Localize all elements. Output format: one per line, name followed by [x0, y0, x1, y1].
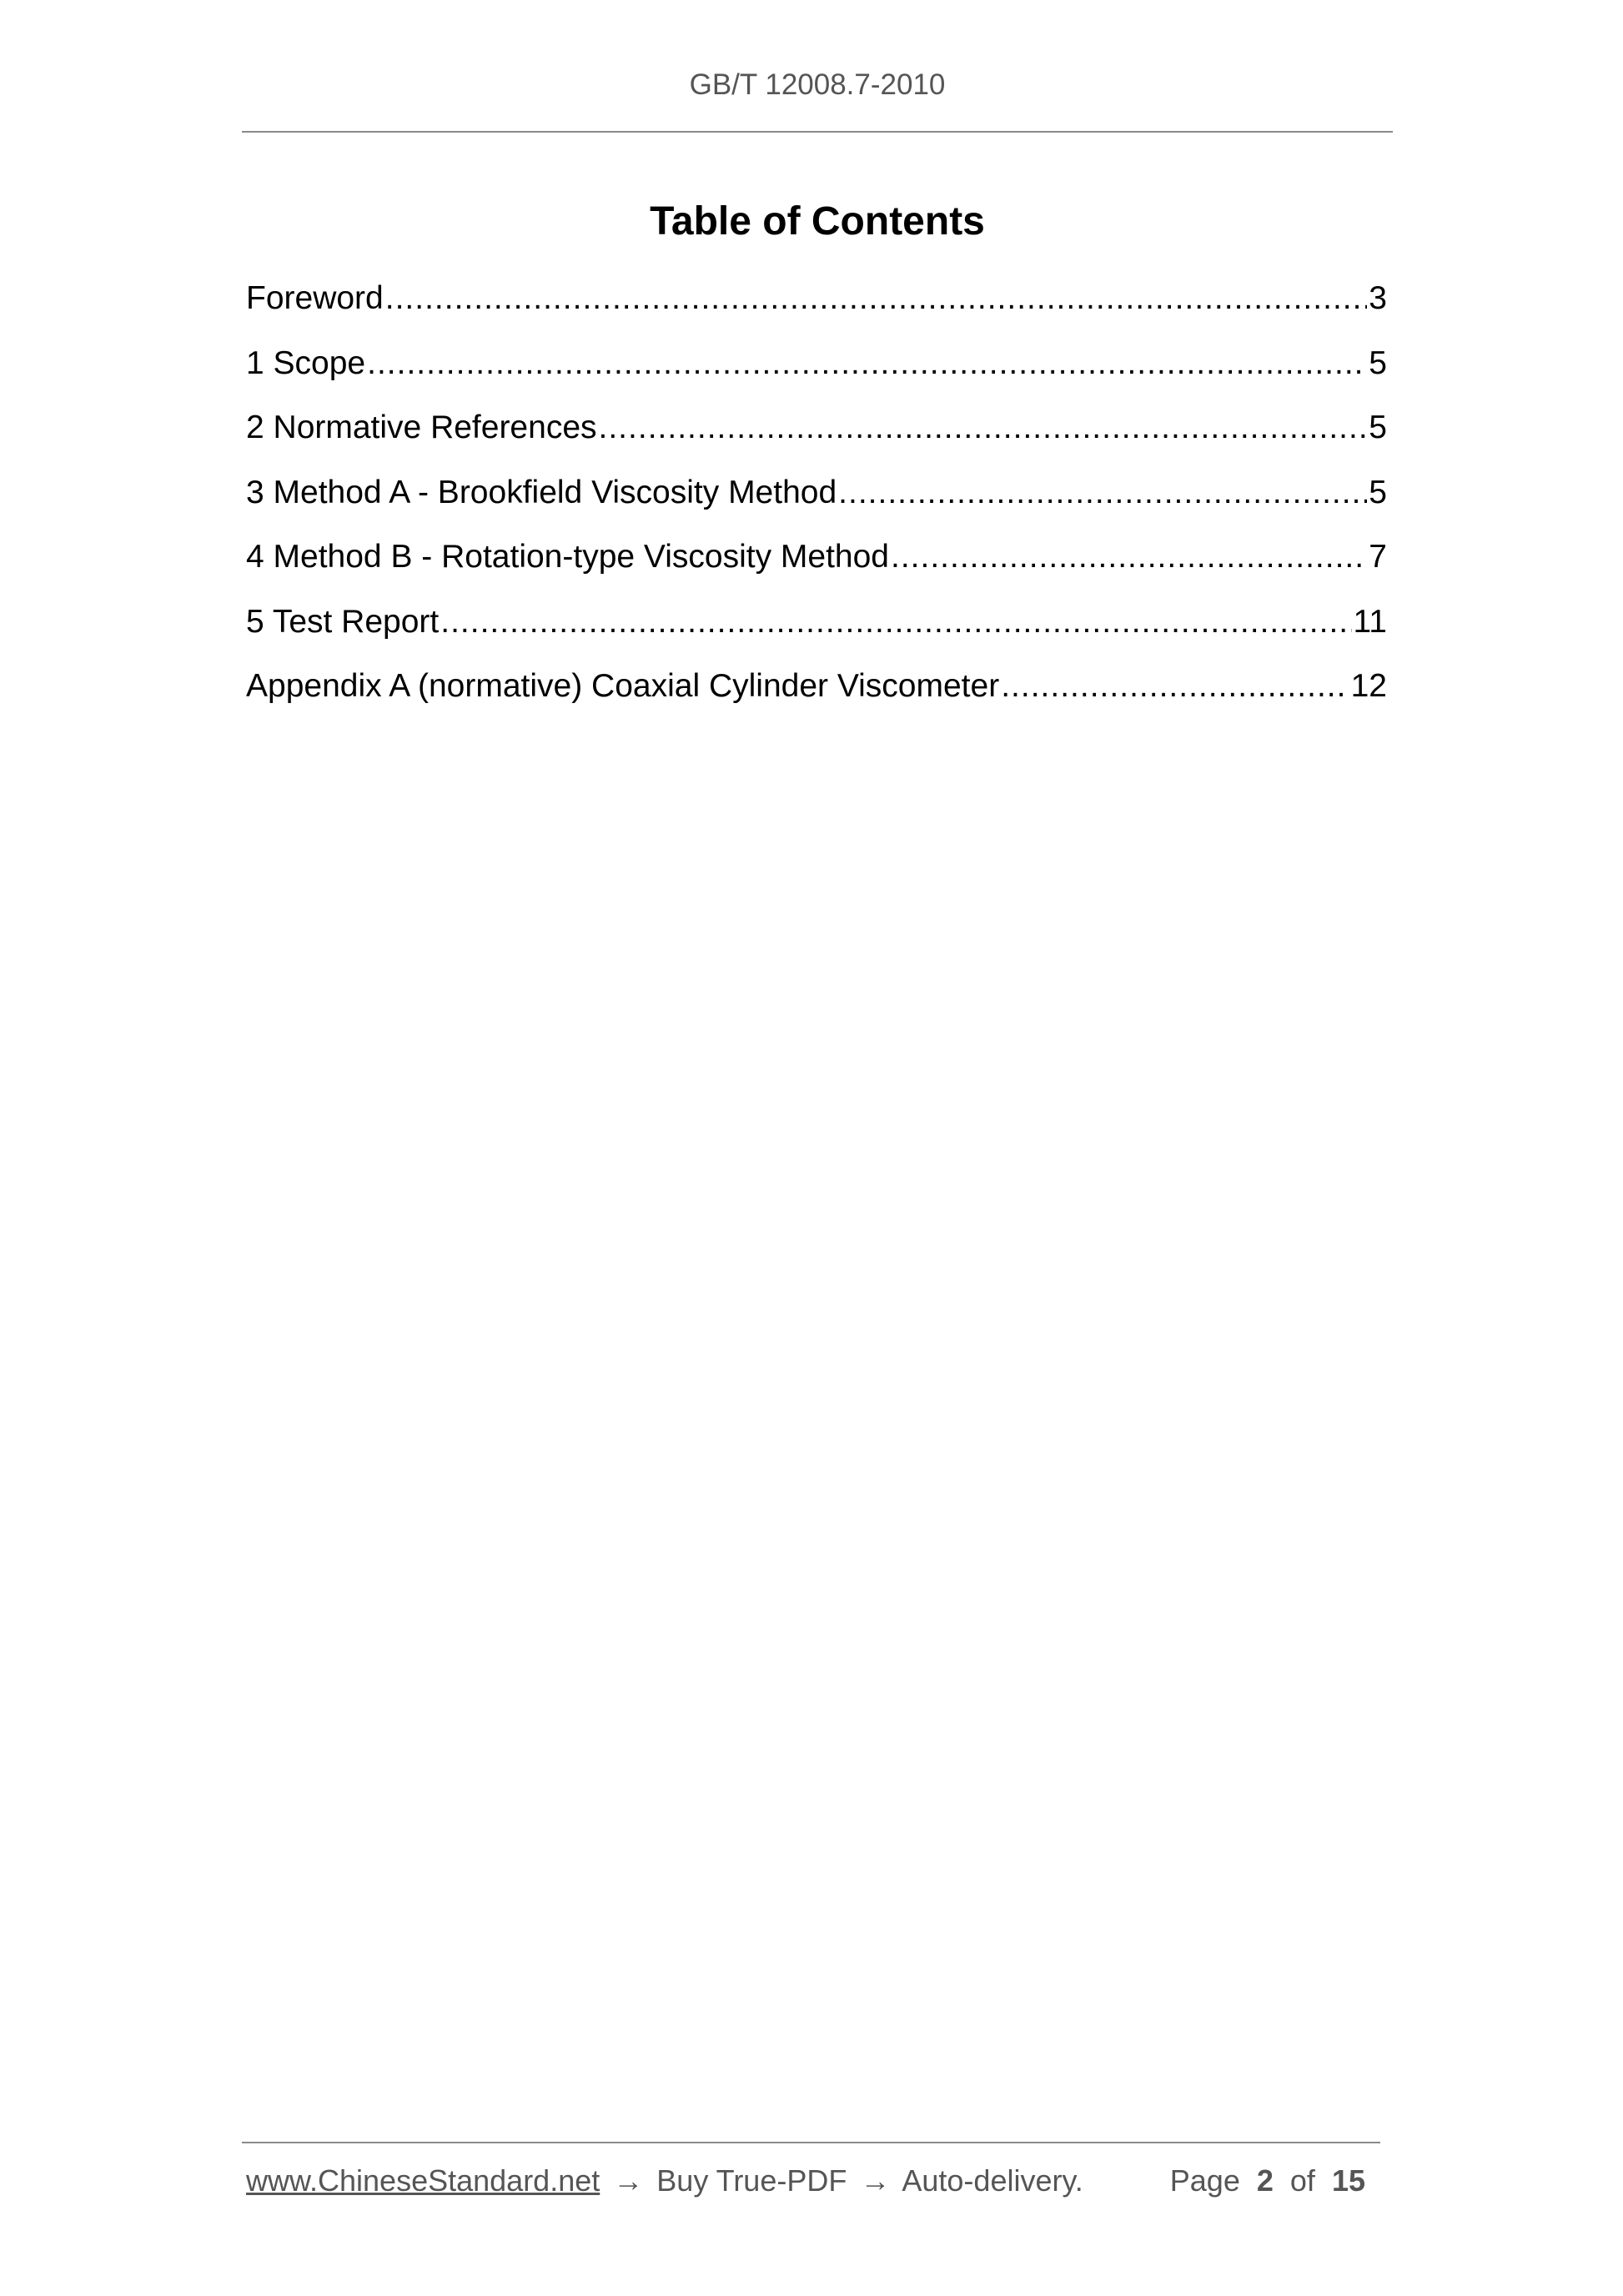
- toc-dot-leader: [891, 534, 1367, 580]
- arrow-right-icon: →: [613, 2163, 644, 2198]
- auto-delivery-text: Auto-delivery.: [902, 2163, 1083, 2198]
- toc-entry-scope[interactable]: [246, 340, 1387, 405]
- page-footer: [246, 2163, 1380, 2205]
- buy-true-pdf-text: Buy True-PDF: [656, 2163, 847, 2198]
- toc-dot-leader: [1001, 663, 1349, 710]
- footer-promo: [246, 2163, 1083, 2198]
- toc-entry-page: 5: [1369, 344, 1387, 381]
- toc-entry-label: 5 Test Report: [246, 603, 440, 640]
- toc-entry-label: 4 Method B - Rotation-type Viscosity Method: [246, 539, 889, 575]
- toc-entry-page: 11: [1353, 603, 1387, 640]
- toc-entry-page: 5: [1369, 409, 1387, 445]
- page-word: Page: [1169, 2163, 1240, 2198]
- toc-entry-method-a[interactable]: [246, 470, 1387, 535]
- toc-entry-page: 3: [1369, 280, 1387, 316]
- toc-entry-page: 7: [1369, 539, 1387, 575]
- toc-entry-label: Appendix A (normative) Coaxial Cylinder Viscometer: [246, 668, 1000, 704]
- toc-entry-page: 5: [1369, 474, 1387, 510]
- toc-entry-label: 2 Normative References: [246, 409, 597, 445]
- arrow-right-icon: →: [860, 2163, 891, 2198]
- total-pages-number: 15: [1331, 2163, 1365, 2198]
- toc-entry-label: 3 Method A - Brookfield Viscosity Method: [246, 474, 837, 510]
- header-divider: [242, 131, 1393, 133]
- toc-entry-foreword[interactable]: [246, 275, 1387, 340]
- toc-entry-appendix-a[interactable]: [246, 663, 1387, 728]
- toc-dot-leader: [385, 275, 1368, 322]
- page-indicator: [1170, 2163, 1374, 2198]
- toc-entry-label: 1 Scope: [246, 344, 366, 381]
- toc-list: [246, 275, 1387, 728]
- toc-dot-leader: [599, 404, 1368, 451]
- toc-title: Table of Contents: [650, 199, 985, 244]
- toc-entry-normative-references[interactable]: [246, 404, 1387, 470]
- current-page-number: 2: [1256, 2163, 1274, 2198]
- site-link[interactable]: www.ChineseStandard.net: [246, 2163, 600, 2198]
- toc-entry-label: Foreword: [246, 280, 384, 316]
- toc-entry-test-report[interactable]: [246, 599, 1387, 664]
- of-word: of: [1289, 2163, 1315, 2198]
- toc-dot-leader: [440, 599, 1351, 646]
- toc-dot-leader: [838, 470, 1367, 516]
- toc-entry-method-b[interactable]: [246, 534, 1387, 599]
- toc-dot-leader: [367, 340, 1367, 387]
- toc-entry-page: 12: [1350, 668, 1387, 704]
- page-header-standard-number: GB/T 12008.7-2010: [689, 68, 946, 101]
- footer-divider: [242, 2142, 1380, 2143]
